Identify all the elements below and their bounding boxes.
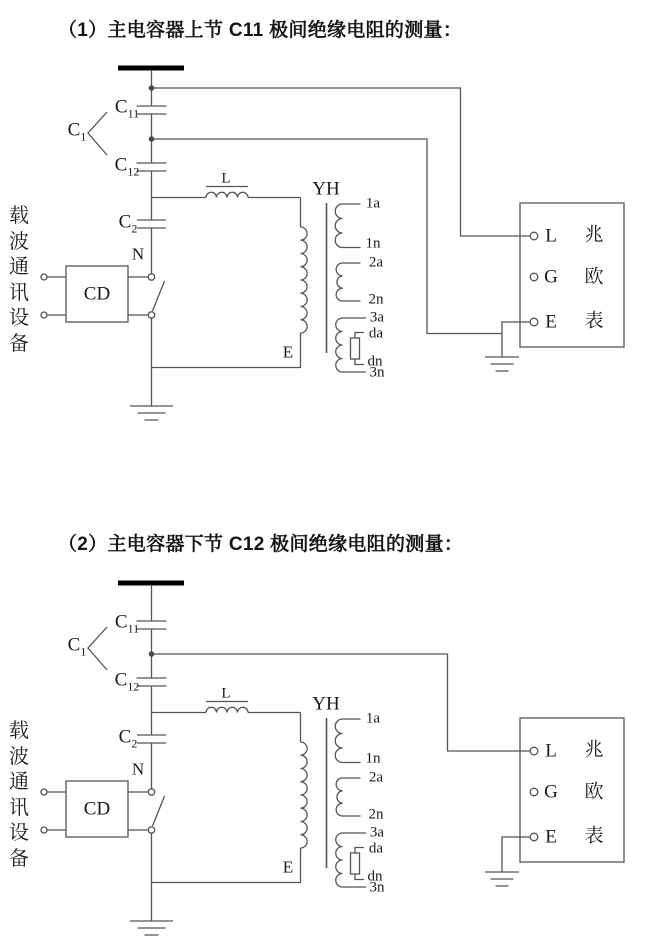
inductor-l-label: L (221, 685, 231, 702)
meter-name-char-biao: 表 (584, 310, 604, 332)
meter-name-char-zhao: 兆 (584, 224, 604, 246)
capacitor-c12-label: $C_{12}$ (114, 669, 140, 694)
neutral-n-label: N (131, 244, 145, 264)
meter-name-char-ou: 欧 (584, 266, 604, 288)
meter-terminal-g-label: G (544, 266, 558, 288)
winding-1n-label: 1n (365, 235, 381, 252)
transformer-yh-label: YH (312, 693, 340, 715)
meter-terminal-l-label: L (545, 225, 557, 247)
meter-terminal-e-label: E (545, 826, 557, 848)
winding-2a-label: 2a (368, 254, 384, 271)
carrier-device-text: 载波通讯设备 (9, 205, 29, 355)
meter-name-char-biao: 表 (584, 825, 604, 847)
winding-3a-label: 3a (369, 824, 385, 841)
capacitor-c1-label: $C_1$ (67, 634, 87, 659)
meter-terminal-g-label: G (544, 781, 558, 803)
carrier-device-text: 载波通讯设备 (9, 720, 29, 870)
winding-3a-label: 3a (369, 309, 385, 326)
capacitor-c1-label: $C_1$ (67, 119, 87, 144)
capacitor-c11-label: $C_{11}$ (114, 96, 140, 121)
transformer-yh-label: YH (312, 178, 340, 200)
winding-3n-label: 3n (369, 879, 385, 896)
neutral-n-label: N (131, 759, 145, 779)
winding-dn-label: dn (367, 868, 383, 885)
meter-name-char-zhao: 兆 (584, 739, 604, 761)
capacitor-c2-label: $C_2$ (118, 726, 138, 751)
cd-box-label: CD (83, 798, 111, 820)
winding-2n-label: 2n (368, 806, 384, 823)
winding-da-label: da (368, 840, 384, 857)
winding-da-label: da (368, 325, 384, 342)
earth-e-label: E (282, 857, 294, 877)
winding-1a-label: 1a (365, 710, 381, 727)
winding-3n-label: 3n (369, 364, 385, 381)
capacitor-c12-label: $C_{12}$ (114, 154, 140, 179)
inductor-l-label: L (221, 170, 231, 187)
meter-terminal-e-label: E (545, 311, 557, 333)
circuit2-labels (0, 515, 659, 948)
cd-box-label: CD (83, 283, 111, 305)
winding-2a-label: 2a (368, 769, 384, 786)
capacitor-c2-label: $C_2$ (118, 211, 138, 236)
winding-2n-label: 2n (368, 291, 384, 308)
section2-title: （2）主电容器下节 C12 极间绝缘电阻的测量： (58, 534, 464, 555)
meter-name-char-ou: 欧 (584, 781, 604, 803)
winding-1n-label: 1n (365, 750, 381, 767)
winding-dn-label: dn (367, 353, 383, 370)
winding-1a-label: 1a (365, 195, 381, 212)
earth-e-label: E (282, 342, 294, 362)
capacitor-c11-label: $C_{11}$ (114, 611, 140, 636)
section1-title: （1）主电容器上节 C11 极间绝缘电阻的测量： (58, 20, 463, 41)
meter-terminal-l-label: L (545, 740, 557, 762)
